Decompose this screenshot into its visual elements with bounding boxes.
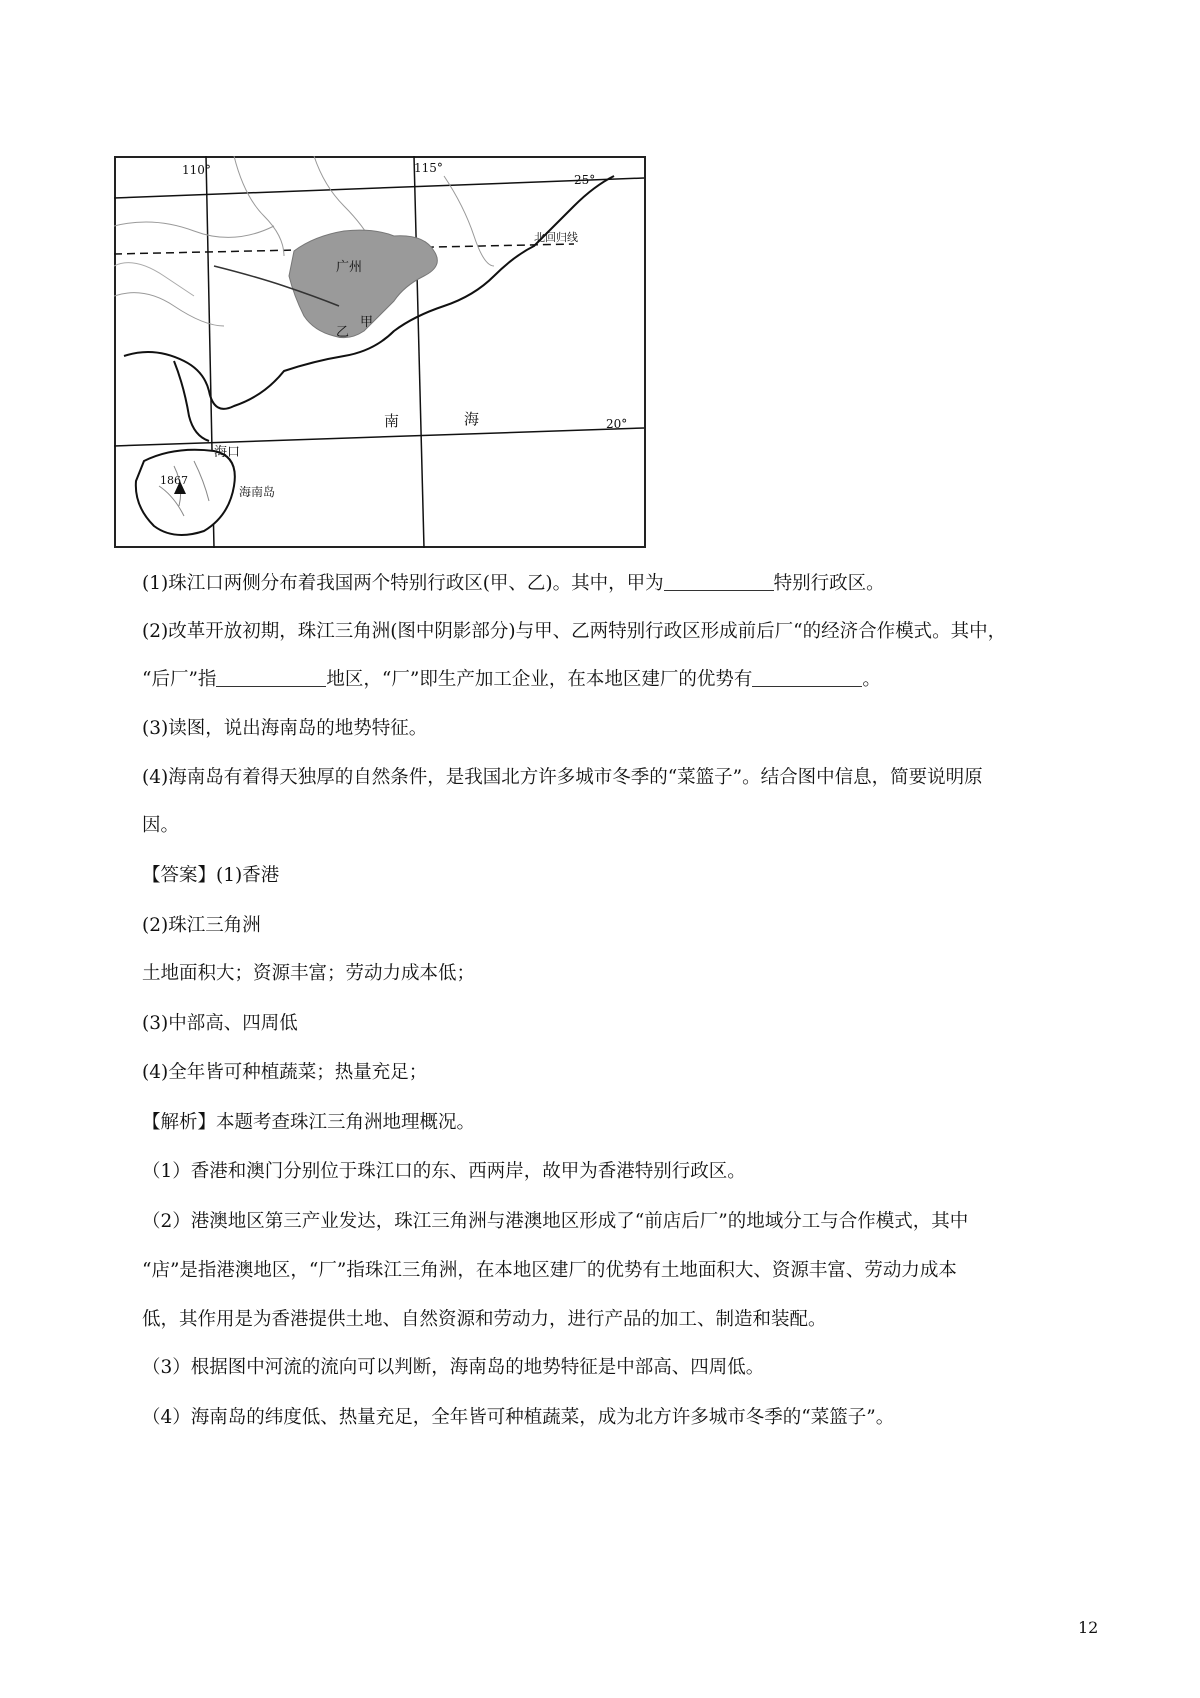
question-2-line-1: (2)改革开放初期，珠江三角洲(图中阴影部分)与甲、乙两特别行政区形成前后厂“的经济合作模式。其中， [142, 621, 1007, 642]
analysis-intro: 【解析】本题考查珠江三角洲地理概况。 [142, 1112, 476, 1133]
answer-line-3: 土地面积大；资源丰富；劳动力成本低； [142, 963, 476, 984]
analysis-p4: （4）海南岛的纬度低、热量充足，全年皆可种植蔬菜，成为北方许多城市冬季的“菜篮子”。 [142, 1407, 895, 1428]
pearl-river-delta-map [114, 156, 646, 548]
analysis-p2-line-2: “店”是指港澳地区，“厂”指珠江三角洲，在本地区建厂的优势有土地面积大、资源丰富、劳动力成本 [142, 1260, 957, 1281]
label-sea-1: 南 [384, 412, 400, 430]
answer-blank-3 [752, 668, 862, 687]
answer-blank-1 [664, 572, 774, 591]
answer-line-4: (3)中部高、四周低 [142, 1013, 298, 1034]
question-4-line-1: (4)海南岛有着得天独厚的自然条件，是我国北方许多城市冬季的“菜篮子”。结合图中信息，简要说明原 [142, 767, 983, 788]
label-haikou: 海口 [214, 445, 241, 460]
analysis-p2-line-1: （2）港澳地区第三产业发达，珠江三角洲与港澳地区形成了“前店后厂”的地域分工与合作模式，其中 [142, 1211, 969, 1232]
analysis-p3: （3）根据图中河流的流向可以判断，海南岛的地势特征是中部高、四周低。 [142, 1357, 765, 1378]
label-lon115: 115° [414, 161, 443, 175]
question-1: (1)珠江口两侧分布着我国两个特别行政区(甲、乙)。其中，甲为 特别行政区。 [142, 573, 885, 594]
label-tropic: 北回归线 [534, 231, 578, 244]
label-lat20: 20° [606, 417, 628, 431]
question-3: (3)读图，说出海南岛的地势特征。 [142, 718, 428, 739]
analysis-p2-line-3: 低，其作用是为香港提供土地、自然资源和劳动力，进行产品的加工、制造和装配。 [142, 1309, 827, 1330]
label-hainan: 海南岛 [239, 485, 276, 499]
map-svg [114, 156, 646, 548]
page-number: 12 [1078, 1618, 1099, 1637]
label-guangzhou: 广州 [336, 260, 363, 275]
answer-blank-2 [216, 668, 326, 687]
label-lon110: 110° [182, 163, 211, 177]
label-lat25: 25° [574, 173, 596, 187]
question-4-line-2: 因。 [142, 815, 180, 836]
label-sea-2: 海 [464, 410, 480, 428]
analysis-p1: （1）香港和澳门分别位于珠江口的东、西两岸，故甲为香港特别行政区。 [142, 1161, 746, 1182]
answer-line-1: 【答案】(1)香港 [142, 865, 280, 886]
label-jia: 甲 [360, 315, 374, 330]
label-elevation: 1867 [160, 474, 188, 487]
analysis-label: 【解析】 [142, 1112, 217, 1133]
question-2-line-2: “后厂”指 地区，“厂”即生产加工企业，在本地区建厂的优势有 。 [142, 669, 881, 690]
label-yi: 乙 [336, 325, 350, 340]
answer-line-2: (2)珠江三角洲 [142, 915, 261, 936]
answer-label: 【答案】 [142, 865, 217, 886]
answer-line-5: (4)全年皆可种植蔬菜；热量充足； [142, 1062, 428, 1083]
